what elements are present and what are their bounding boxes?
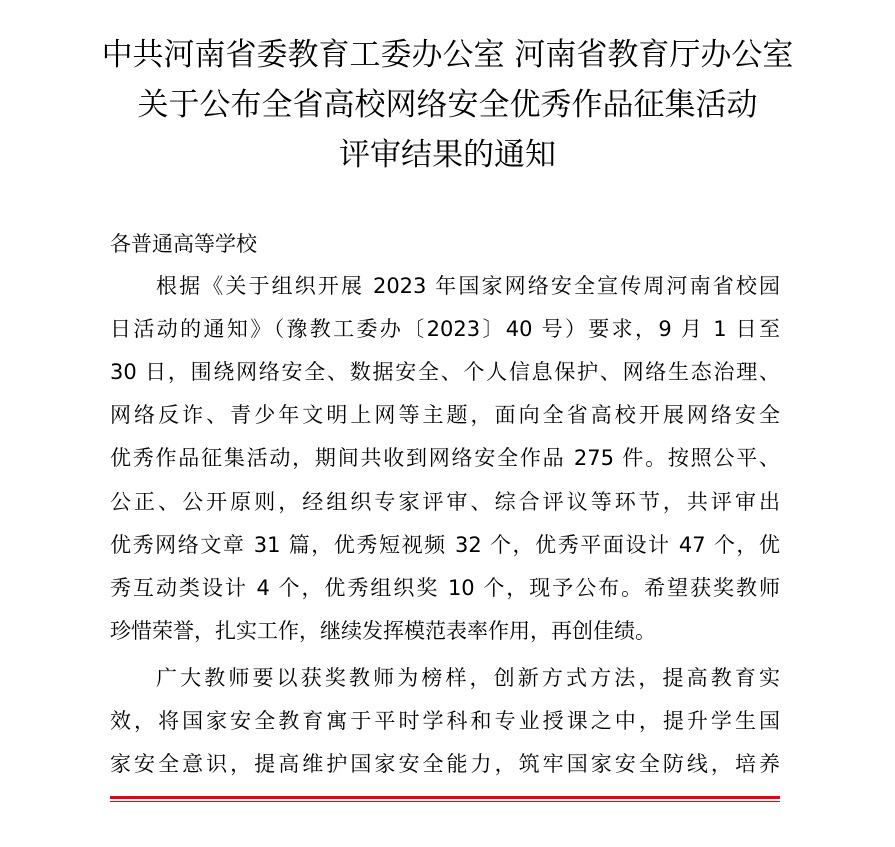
- body-line: 广大教师要以获奖教师为榜样，创新方式方法，提高教育实: [156, 666, 780, 690]
- red-divider-thin: [110, 801, 780, 802]
- title-line-suffix: 评审结果的通知: [339, 137, 556, 173]
- body-line: 家安全意识，提高维护国家安全能力，筑牢国家安全防线，培养: [110, 752, 780, 776]
- title-line-issuers: 中共河南省委教育工委办公室 河南省教育厅办公室: [101, 37, 794, 73]
- body-line: 公正、公开原则，经组织专家评审、综合评议等环节，共评审出: [110, 490, 780, 514]
- body-line: 效，将国家安全教育寓于平时学科和专业授课之中，提升学生国: [110, 709, 780, 733]
- title-line-subject: 关于公布全省高校网络安全优秀作品征集活动: [137, 87, 758, 123]
- body-line: 优秀作品征集活动，期间共收到网络安全作品 275 件。按照公平、: [110, 446, 780, 470]
- body-line: 根据《关于组织开展 2023 年国家网络安全宣传周河南省校园: [156, 274, 780, 298]
- document-title: [0, 30, 895, 180]
- body-line: 秀互动类设计 4 个，优秀组织奖 10 个，现予公布。希望获奖教师: [110, 576, 780, 600]
- red-divider-thick: [110, 796, 780, 799]
- body-line: 珍惜荣誉，扎实工作，继续发挥模范表率作用，再创佳绩。: [110, 619, 656, 643]
- body-line: 日活动的通知》（豫教工委办〔2023〕40 号）要求，9 月 1 日至: [110, 317, 780, 341]
- body-line: 网络反诈、青少年文明上网等主题，面向全省高校开展网络安全: [110, 403, 780, 427]
- body-line: 优秀网络文章 31 篇，优秀短视频 32 个，优秀平面设计 47 个，优: [110, 533, 780, 557]
- salutation: 各普通高等学校: [110, 232, 257, 256]
- body-line: 30 日，围绕网络安全、数据安全、个人信息保护、网络生态治理、: [110, 360, 780, 384]
